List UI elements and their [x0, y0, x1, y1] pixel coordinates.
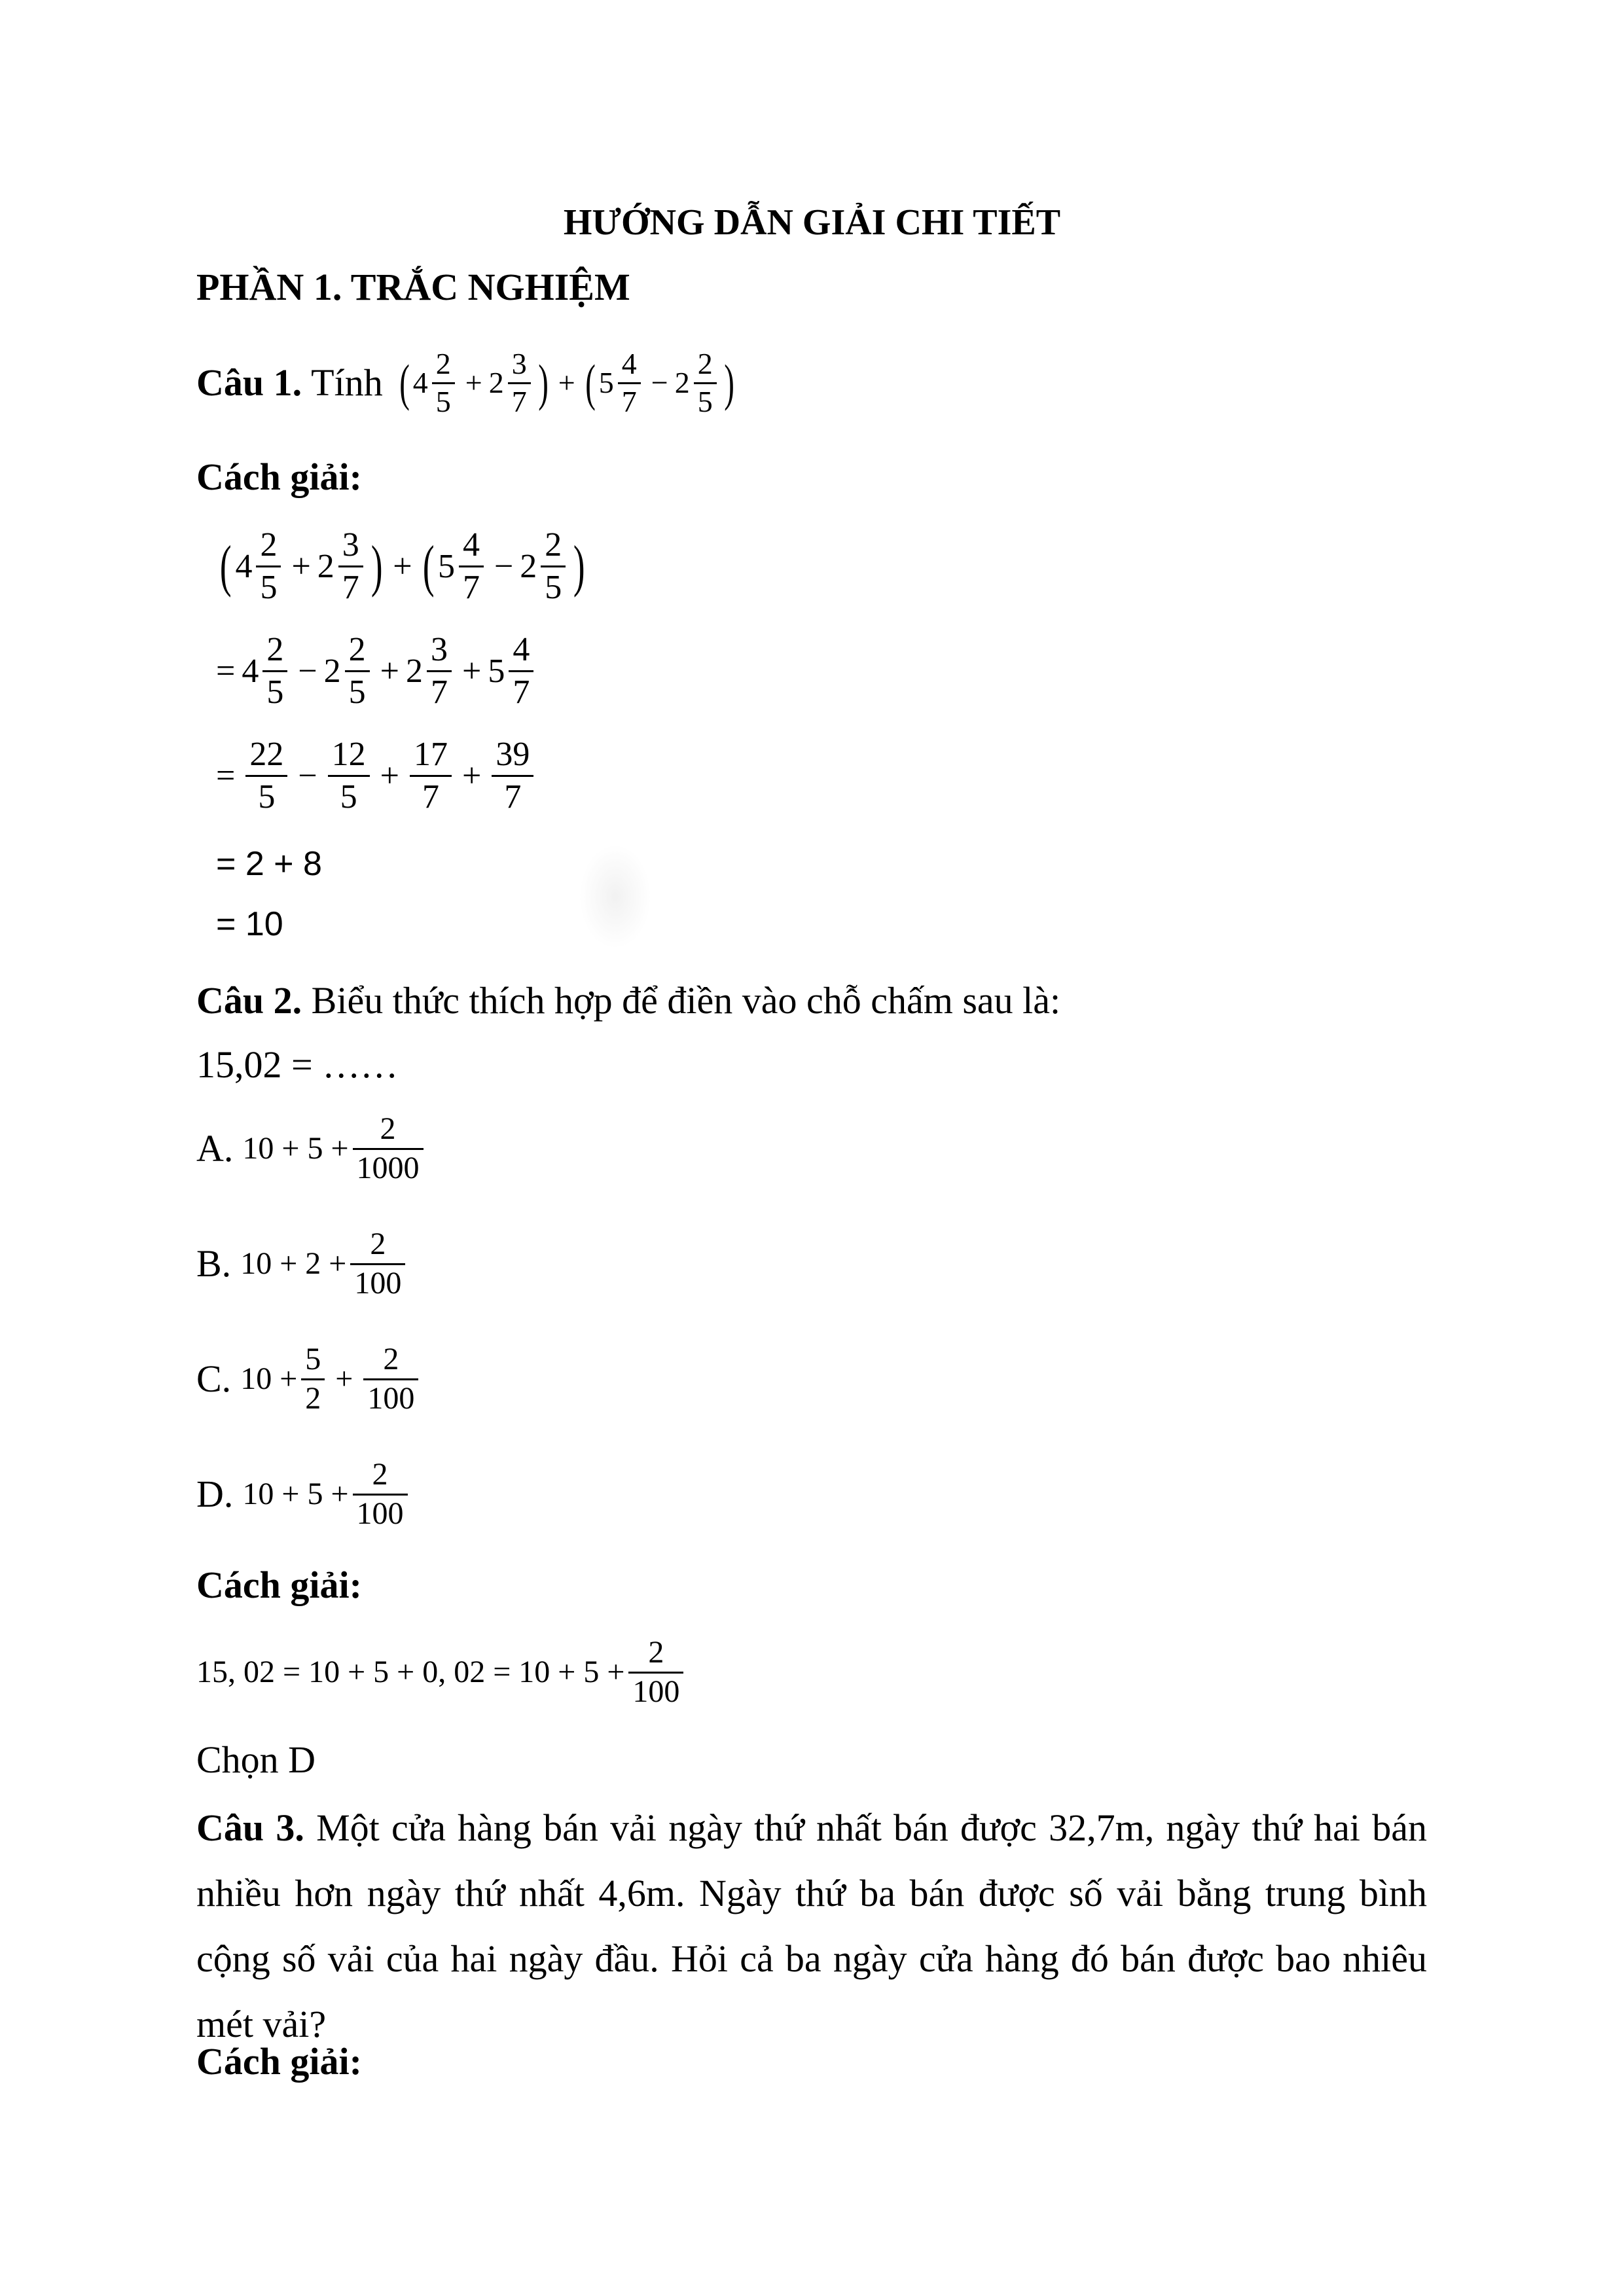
q2-solution-prefix: 15, 02 = 10 + 5 + 0, 02 = 10 + 5 +: [196, 1655, 625, 1689]
option-a-label: A.: [196, 1127, 234, 1170]
page-title: HƯỚNG DẪN GIẢI CHI TIẾT: [563, 202, 1061, 243]
question-1-text: Tính: [311, 361, 383, 404]
option-c-prefix: 10 +: [240, 1361, 298, 1396]
option-d: D. 10 + 5 + $\frac{2}{100}$: [196, 1452, 412, 1537]
question-3-text: Một cửa hàng bán vải ngày thứ nhất bán được 32,7m, ngày thứ hai bán nhiều hơn ngày thứ nhất 4,6m. Ngày thứ ba bán được số vải bằng trung bình cộng số vải của hai ngày đầu. Hỏi cả ba ngày cửa hàng đó bán được bao nhiêu mét vải?: [196, 1806, 1427, 2045]
calc-step-2: = 4 $\frac{2}{5}$ − 2 $\frac{2}{5}$ + 2 $\frac{3}{7}$ + 5 $\frac{4}{7}$: [216, 628, 537, 713]
option-b-prefix: 10 + 2 +: [240, 1246, 347, 1281]
option-c-label: C.: [196, 1357, 232, 1400]
option-c: C. 10 + $\frac{5}{2}$ + $\frac{2}{100}$: [196, 1336, 422, 1422]
solution-label-q1: Cách giải:: [196, 456, 362, 498]
question-1-expression: ( 4 $\frac{2}{5}$ + 2 $\frac{3}{7}$ ) + ( 5 $\frac{4}{7}$ − 2 $\frac{2}{5}$ ): [399, 346, 734, 418]
question-2-text: Biểu thức thích hợp để điền vào chỗ chấm sau là:: [311, 979, 1061, 1022]
image-smudge: [579, 844, 651, 949]
question-3-label: Câu 3.: [196, 1806, 304, 1849]
calc-step-1: ( 4 $\frac{2}{5}$ + 2 $\frac{3}{7}$ ) + ( 5 $\frac{4}{7}$ − 2 $\frac{2}{5}$ ): [219, 526, 585, 606]
option-b: B. 10 + 2 + $\frac{2}{100}$: [196, 1221, 409, 1306]
question-2: [196, 979, 1061, 1022]
calc-step-5: = 10: [216, 905, 283, 943]
option-d-label: D.: [196, 1473, 234, 1515]
option-d-prefix: 10 + 5 +: [242, 1477, 349, 1511]
option-b-label: B.: [196, 1242, 232, 1285]
question-1-label: Câu 1.: [196, 361, 302, 404]
solution-label-q3: Cách giải:: [196, 2040, 362, 2083]
section-heading-part1: PHẦN 1. TRẮC NGHIỆM: [196, 266, 630, 308]
calc-step-3: = $\frac{22}{5}$ − $\frac{12}{5}$ + $\frac{17}{7}$ + $\frac{39}{7}$: [216, 733, 537, 818]
solution-label-q2: Cách giải:: [196, 1564, 362, 1606]
question-1: [196, 340, 738, 425]
q2-solution: 15, 02 = 10 + 5 + 0, 02 = 10 + 5 + $\frac{2}{100}$: [196, 1630, 687, 1715]
question-2-label: Câu 2.: [196, 979, 302, 1022]
question-2-line: 15,02 = ……: [196, 1043, 399, 1086]
question-3: [196, 1795, 1427, 2057]
option-a: A. 10 + 5 + $\frac{2}{1000}$: [196, 1106, 427, 1191]
calc-step-4: = 2 + 8: [216, 845, 322, 883]
option-a-prefix: 10 + 5 +: [242, 1131, 349, 1166]
q2-answer: Chọn D: [196, 1738, 316, 1781]
